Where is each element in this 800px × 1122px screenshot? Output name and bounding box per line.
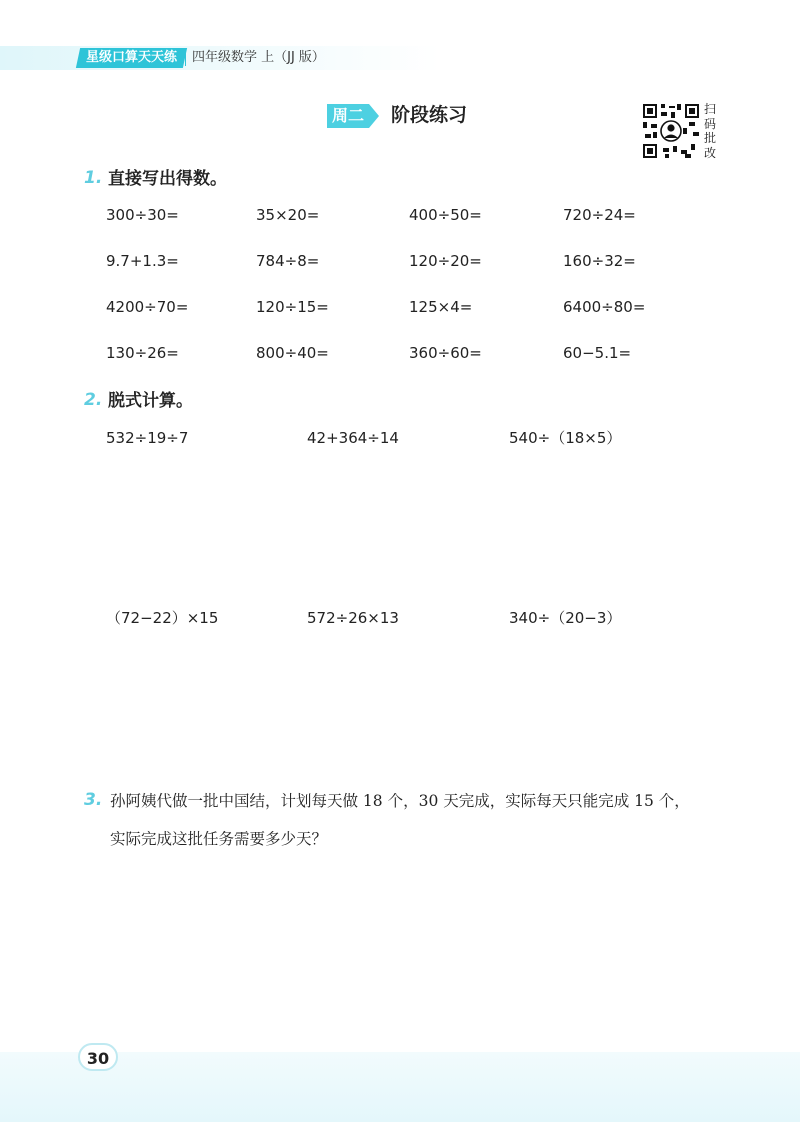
header-brand: 星级口算天天练 bbox=[76, 48, 187, 68]
step-calc-item: 42+364÷14 bbox=[307, 429, 399, 447]
question-2-number: 2. bbox=[84, 390, 103, 410]
oral-calc-item: 6400÷80= bbox=[563, 298, 646, 316]
footer-band bbox=[0, 1052, 800, 1122]
question-1-number: 1. bbox=[84, 168, 103, 188]
oral-calc-item: 784÷8= bbox=[256, 252, 320, 270]
oral-calc-item: 720÷24= bbox=[563, 206, 636, 224]
step-calc-item: 532÷19÷7 bbox=[106, 429, 189, 447]
header-divider bbox=[185, 50, 186, 66]
oral-calc-item: 120÷20= bbox=[409, 252, 482, 270]
oral-calc-item: 300÷30= bbox=[106, 206, 179, 224]
oral-calc-item: 130÷26= bbox=[106, 344, 179, 362]
oral-calc-item: 800÷40= bbox=[256, 344, 329, 362]
question-1-title: 直接写出得数。 bbox=[108, 169, 227, 189]
oral-calc-item: 125×4= bbox=[409, 298, 473, 316]
section-day-tag: 周二 bbox=[327, 104, 369, 128]
header-subtitle: 四年级数学 上（JJ 版） bbox=[192, 50, 325, 65]
word-problem-line-1: 孙阿姨代做一批中国结，计划每天做 18 个，30 天完成，实际每天只能完成 15 个， bbox=[110, 792, 690, 810]
page-number: 30 bbox=[78, 1043, 118, 1071]
step-calc-item: （72−22）×15 bbox=[106, 609, 219, 627]
qr-code-icon[interactable] bbox=[641, 102, 701, 160]
section-title: 阶段练习 bbox=[391, 104, 468, 126]
step-calc-item: 572÷26×13 bbox=[307, 609, 399, 627]
question-2-title: 脱式计算。 bbox=[108, 391, 193, 411]
oral-calc-item: 9.7+1.3= bbox=[106, 252, 179, 270]
oral-calc-item: 400÷50= bbox=[409, 206, 482, 224]
oral-calc-item: 160÷32= bbox=[563, 252, 636, 270]
oral-calc-item: 360÷60= bbox=[409, 344, 482, 362]
section-tag-arrow bbox=[369, 104, 379, 128]
word-problem-line-2: 实际完成这批任务需要多少天？ bbox=[110, 830, 328, 848]
qr-scan-label: 扫码批改 bbox=[704, 102, 717, 160]
oral-calc-item: 4200÷70= bbox=[106, 298, 189, 316]
oral-calc-item: 120÷15= bbox=[256, 298, 329, 316]
question-3-number: 3. bbox=[84, 790, 103, 810]
oral-calc-item: 60−5.1= bbox=[563, 344, 632, 362]
oral-calc-item: 35×20= bbox=[256, 206, 320, 224]
step-calc-item: 540÷（18×5） bbox=[509, 429, 622, 447]
step-calc-item: 340÷（20−3） bbox=[509, 609, 622, 627]
